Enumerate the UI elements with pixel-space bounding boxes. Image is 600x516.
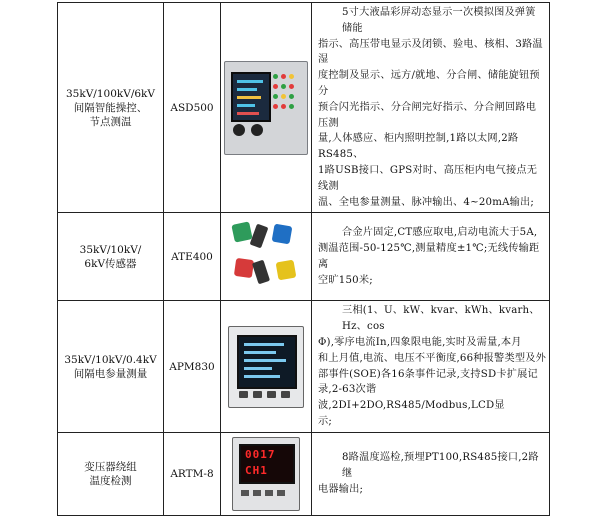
- row-model: ARTM-8: [170, 467, 214, 480]
- row-name-cell: [58, 301, 164, 432]
- row-name: 35kV/10kV/ 6kV传感器: [79, 243, 142, 270]
- temperature-inspection-device-icon: [232, 437, 300, 511]
- power-meter-device-icon: [228, 326, 304, 408]
- row-model-cell: [164, 213, 221, 301]
- desc-line: 电器输出;: [318, 483, 364, 495]
- table-row: [58, 432, 550, 515]
- row-desc-cell: [312, 301, 550, 432]
- desc-line: 空旷150米;: [318, 274, 373, 286]
- table-row: [58, 3, 550, 213]
- desc-line: 度控制及显示、远方/就地、分合闸、储能旋钮预分: [318, 70, 540, 97]
- desc-line: 量,人体感应、柜内照明控制,1路以太网,2路RS485、: [318, 133, 519, 161]
- wireless-temperature-sensors-icon: [225, 221, 307, 293]
- row-image-cell: [221, 3, 312, 213]
- desc-line: 合金片固定,CT感应取电,启动电流大于5A,: [342, 227, 538, 239]
- row-image-cell: [221, 432, 312, 515]
- desc-line: 8路温度巡检,预埋PT100,RS485接口,2路继: [342, 452, 539, 479]
- desc-line: 三相(1、U、kW、kvar、kWh、kvarh、Hz、cos: [342, 305, 540, 333]
- desc-line: 预合闪光指示、分合闸完好指示、分合闸回路电压测: [318, 101, 537, 129]
- row-name: 变压器绕组 温度检测: [84, 460, 137, 487]
- row-name-cell: [58, 432, 164, 515]
- row-model: ASD500: [170, 101, 214, 114]
- row-desc-cell: [312, 213, 550, 301]
- row-name-cell: [58, 3, 164, 213]
- desc-line: Φ),零序电流In,四象限电能,实时及需量,本月: [318, 336, 522, 348]
- product-table: [57, 2, 550, 516]
- device-display-line: 0017: [245, 447, 276, 461]
- row-model-cell: [164, 3, 221, 213]
- table-row: [58, 301, 550, 432]
- device-display-line: CH1: [245, 463, 268, 477]
- desc-line: 1路USB接口、GPS对时、高压柜内电气接点无线测: [318, 164, 538, 192]
- row-image-cell: [221, 301, 312, 432]
- row-desc-cell: [312, 432, 550, 515]
- row-model-cell: [164, 432, 221, 515]
- row-model: APM830: [169, 360, 215, 373]
- row-model: ATE400: [171, 250, 213, 263]
- desc-line: 指示、高压带电显示及闭锁、验电、核相、3路温湿: [318, 38, 543, 66]
- desc-line: 测温范围-50-125℃,测量精度±1℃;无线传输距离: [318, 243, 540, 270]
- desc-line: 示;: [318, 415, 333, 427]
- row-name-cell: [58, 213, 164, 301]
- table-row: [58, 213, 550, 301]
- row-image-cell: [221, 213, 312, 301]
- desc-line: 录,2-63次谐波,2DI+2DO,RS485/Modbus,LCD显: [318, 384, 505, 412]
- row-model-cell: [164, 301, 221, 432]
- switchgear-controller-device-icon: [224, 61, 308, 155]
- row-name: 35kV/100kV/6kV 间隔智能操控、 节点测温: [66, 87, 155, 128]
- row-desc-cell: [312, 3, 550, 213]
- desc-line: 部事件(SOE)各16条事件记录,支持SD卡扩展记: [318, 368, 538, 380]
- desc-line: 温、全电参量测量、脉冲输出、4~20mA输出;: [318, 196, 535, 208]
- desc-line: 5寸大液晶彩屏动态显示一次模拟图及弹簧储能: [342, 7, 536, 34]
- row-name: 35kV/10kV/0.4kV 间隔电参量测量: [64, 353, 157, 380]
- desc-line: 和上月值,电流、电压不平衡度,66种报警类型及外: [318, 352, 546, 364]
